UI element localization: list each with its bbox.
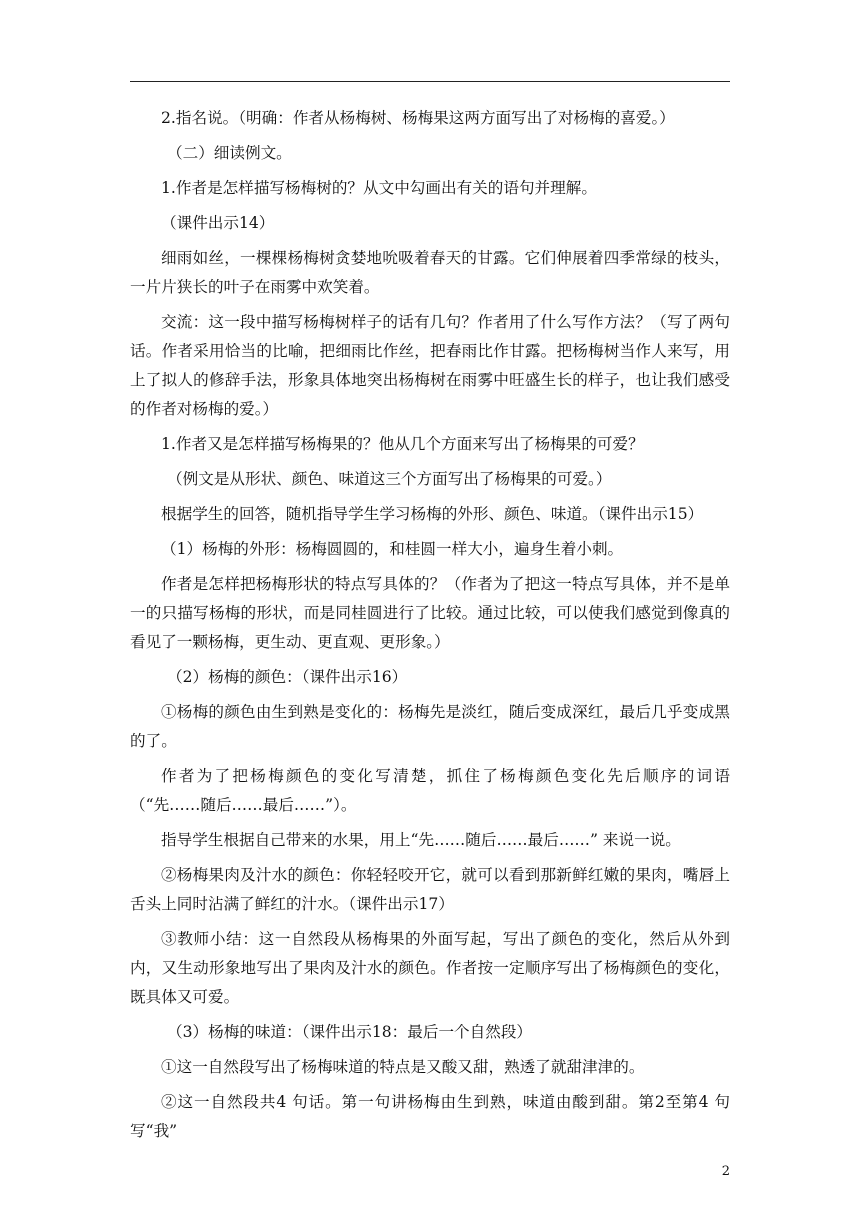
- header-rule: [130, 81, 730, 82]
- paragraph: ①这一自然段写出了杨梅味道的特点是又酸又甜，熟透了就甜津津的。: [161, 1058, 645, 1076]
- paragraph: （2）杨梅的颜色：（课件出示16）: [167, 668, 408, 686]
- paragraph: ②这一自然段共4 句话。第一句讲杨梅由生到熟，味道由酸到甜。第2至第4 句写“我”: [130, 1093, 730, 1140]
- paragraph: ①杨梅的颜色由生到熟是变化的：杨梅先是淡红，随后变成深红，最后几乎变成黑的了。: [130, 703, 730, 750]
- paragraph: （1）杨梅的外形：杨梅圆圆的，和桂圆一样大小，遍身生着小刺。: [161, 540, 624, 558]
- paragraph: ②杨梅果肉及汁水的颜色：你轻轻咬开它，就可以看到那新鲜红嫩的果肉，嘴唇上舌头上同时沾满了鲜红的汁水。（课件出示17）: [130, 866, 730, 913]
- paragraph: （3）杨梅的味道：（课件出示18：最后一个自然段）: [167, 1023, 533, 1041]
- paragraph: 作者是怎样把杨梅形状的特点写具体的？（作者为了把这一特点写具体，并不是单一的只描写杨梅的形状，而是同桂圆进行了比较。通过比较，可以使我们感觉到像真的看见了一颗杨梅，更生动、更直观、更形象。）: [130, 575, 730, 651]
- paragraph: 1.作者又是怎样描写杨梅果的？他从几个方面来写出了杨梅果的可爱？: [161, 435, 644, 453]
- paragraph: 2.指名说。（明确：作者从杨梅树、杨梅果这两方面写出了对杨梅的喜爱。）: [161, 109, 675, 127]
- paragraph: ③教师小结：这一自然段从杨梅果的外面写起，写出了颜色的变化，然后从外到内，又生动形象地写出了果肉及汁水的颜色。作者按一定顺序写出了杨梅颜色的变化，既具体又可爱。: [130, 930, 730, 1006]
- paragraph: 1.作者是怎样描写杨梅树的？从文中勾画出有关的语句并理解。: [161, 179, 597, 197]
- paragraph: 根据学生的回答，随机指导学生学习杨梅的外形、颜色、味道。（课件出示15）: [161, 505, 704, 523]
- page-number: 2: [721, 1164, 730, 1179]
- document-body: [130, 104, 730, 1152]
- paragraph: （课件出示14）: [161, 214, 275, 232]
- section-heading: （二）细读例文。: [167, 144, 292, 162]
- paragraph: （例文是从形状、颜色、味道这三个方面写出了杨梅果的可爱。）: [167, 470, 612, 488]
- paragraph: 交流：这一段中描写杨梅树样子的话有几句？作者用了什么写作方法？（写了两句话。作者采用恰当的比喻，把细雨比作丝，把春雨比作甘露。把杨梅树当作人来写，用上了拟人的修辞手法，形象具体地突出杨梅树在雨雾中旺盛生长的样子，也让我们感受的作者对杨梅的爱。）: [130, 313, 730, 418]
- paragraph: 细雨如丝，一棵棵杨梅树贪婪地吮吸着春天的甘露。它们伸展着四季常绿的枝头，一片片狭长的叶子在雨雾中欢笑着。: [130, 249, 730, 296]
- paragraph: 指导学生根据自己带来的水果，用上“先……随后……最后……” 来说一说。: [161, 831, 681, 849]
- paragraph: 作者为了把杨梅颜色的变化写清楚，抓住了杨梅颜色变化先后顺序的词语（“先……随后……最后……”）。: [130, 767, 730, 814]
